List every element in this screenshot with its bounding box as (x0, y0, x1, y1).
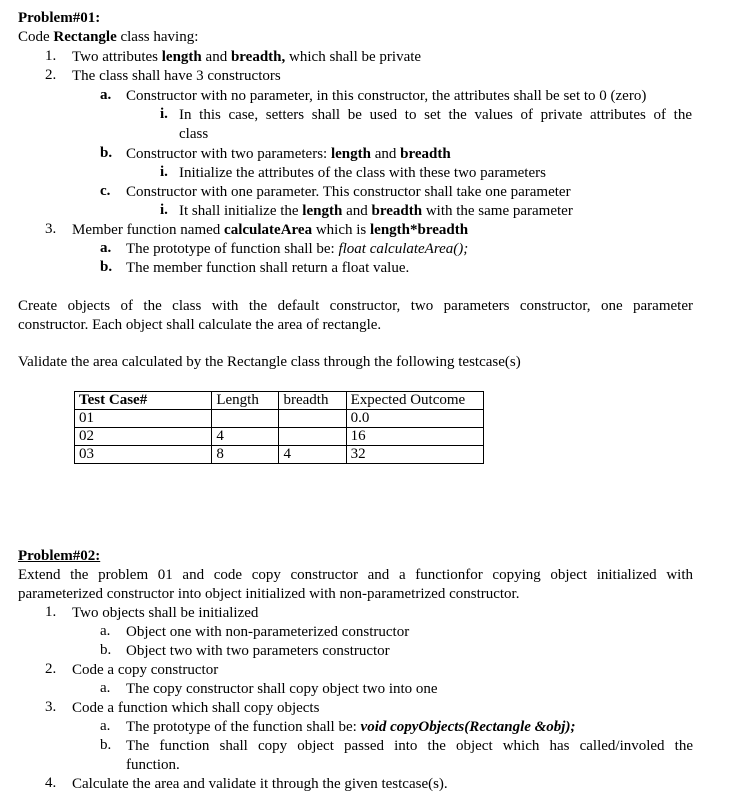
table-row (75, 410, 484, 428)
cell-expected: 0.0 (346, 410, 483, 428)
paragraph-create-objects-cont: constructor. Each object shall calculate the area of rectangle. (18, 317, 382, 333)
list-item-copy-constructor: Code a copy constructor (72, 662, 219, 678)
list-letter: c. (100, 183, 111, 199)
list-item-copy-prototype: The prototype of the function shall be: void copyObjects(Rectangle &obj); (126, 719, 576, 735)
list-roman: i. (160, 202, 168, 218)
list-item-one-param-constructor: Constructor with one parameter. This constructor shall take one parameter (126, 184, 571, 200)
list-item-setters: In this case, setters shall be used to set the values of private attributes of the (179, 107, 692, 123)
list-item-copy-two-into-one: The copy constructor shall copy object two into one (126, 681, 438, 697)
list-item-constructors: The class shall have 3 constructors (72, 68, 281, 84)
list-number: 4. (45, 775, 57, 791)
header-test-case: Test Case# (75, 392, 212, 410)
cell-test-case: 02 (75, 428, 212, 446)
problem1-heading: Problem#01: (18, 10, 101, 26)
list-item-return-float: The member function shall return a float value. (126, 260, 410, 276)
problem2-heading: Problem#02: (18, 548, 101, 564)
list-number: 2. (45, 661, 57, 677)
list-roman: i. (160, 106, 168, 122)
table-header-row (75, 392, 484, 410)
cell-length: 4 (212, 428, 279, 446)
list-item-copy-description-cont: function. (126, 757, 180, 773)
cell-length (212, 410, 279, 428)
list-item-copy-function: Code a function which shall copy objects (72, 700, 320, 716)
list-item-object-one: Object one with non-parameterized constructor (126, 624, 410, 640)
list-item-calculate-validate: Calculate the area and validate it through the given testcase(s). (72, 776, 448, 792)
cell-test-case: 03 (75, 446, 212, 464)
cell-breadth: 4 (279, 446, 346, 464)
list-number: 2. (45, 67, 57, 83)
list-letter: b. (100, 642, 112, 658)
cell-breadth (279, 410, 346, 428)
paragraph-validate: Validate the area calculated by the Rectangle class through the following testcase(s) (18, 354, 521, 370)
list-item-no-param-constructor: Constructor with no parameter, in this constructor, the attributes shall be set to 0 (zero) (126, 88, 647, 104)
list-item-attributes: Two attributes length and breadth, which shall be private (72, 49, 422, 65)
list-letter: b. (100, 737, 112, 753)
list-item-two-param-constructor: Constructor with two parameters: length and breadth (126, 146, 451, 162)
header-breadth: breadth (279, 392, 346, 410)
list-item-calculate-area: Member function named calculateArea which is length*breadth (72, 222, 469, 238)
table-row (75, 428, 484, 446)
cell-test-case: 01 (75, 410, 212, 428)
list-letter: a. (100, 680, 111, 696)
list-item-copy-description: The function shall copy object passed into the object which has called/involed the (126, 738, 693, 754)
list-roman: i. (160, 164, 168, 180)
problem1-intro: Code Rectangle class having: (18, 29, 199, 45)
list-number: 1. (45, 604, 57, 620)
table-row (75, 446, 484, 464)
header-length: Length (212, 392, 279, 410)
cell-expected: 16 (346, 428, 483, 446)
list-letter: b. (100, 259, 113, 275)
testcase-table (74, 391, 484, 464)
list-item-prototype: The prototype of function shall be: float calculateArea(); (126, 241, 469, 257)
header-expected-outcome: Expected Outcome (346, 392, 483, 410)
cell-breadth (279, 428, 346, 446)
list-letter: b. (100, 145, 113, 161)
cell-length: 8 (212, 446, 279, 464)
list-letter: a. (100, 623, 111, 639)
problem2-intro: Extend the problem 01 and code copy constructor and a functionfor copying object initialized with (18, 567, 693, 583)
list-item-object-two: Object two with two parameters constructor (126, 643, 390, 659)
list-number: 1. (45, 48, 57, 64)
list-letter: a. (100, 87, 112, 103)
list-letter: a. (100, 240, 112, 256)
cell-expected: 32 (346, 446, 483, 464)
list-item-same-parameter: It shall initialize the length and breadth with the same parameter (179, 203, 573, 219)
list-letter: a. (100, 718, 111, 734)
paragraph-create-objects: Create objects of the class with the default constructor, two parameters constructor, one parameter (18, 298, 693, 314)
list-item-two-objects: Two objects shall be initialized (72, 605, 259, 621)
list-number: 3. (45, 221, 57, 237)
list-number: 3. (45, 699, 57, 715)
problem2-intro-cont: parameterized constructor into object initialized with non-parametrized constructor. (18, 586, 520, 602)
list-item-initialize: Initialize the attributes of the class with these two parameters (179, 165, 546, 181)
list-item-setters-cont: class (179, 126, 209, 142)
